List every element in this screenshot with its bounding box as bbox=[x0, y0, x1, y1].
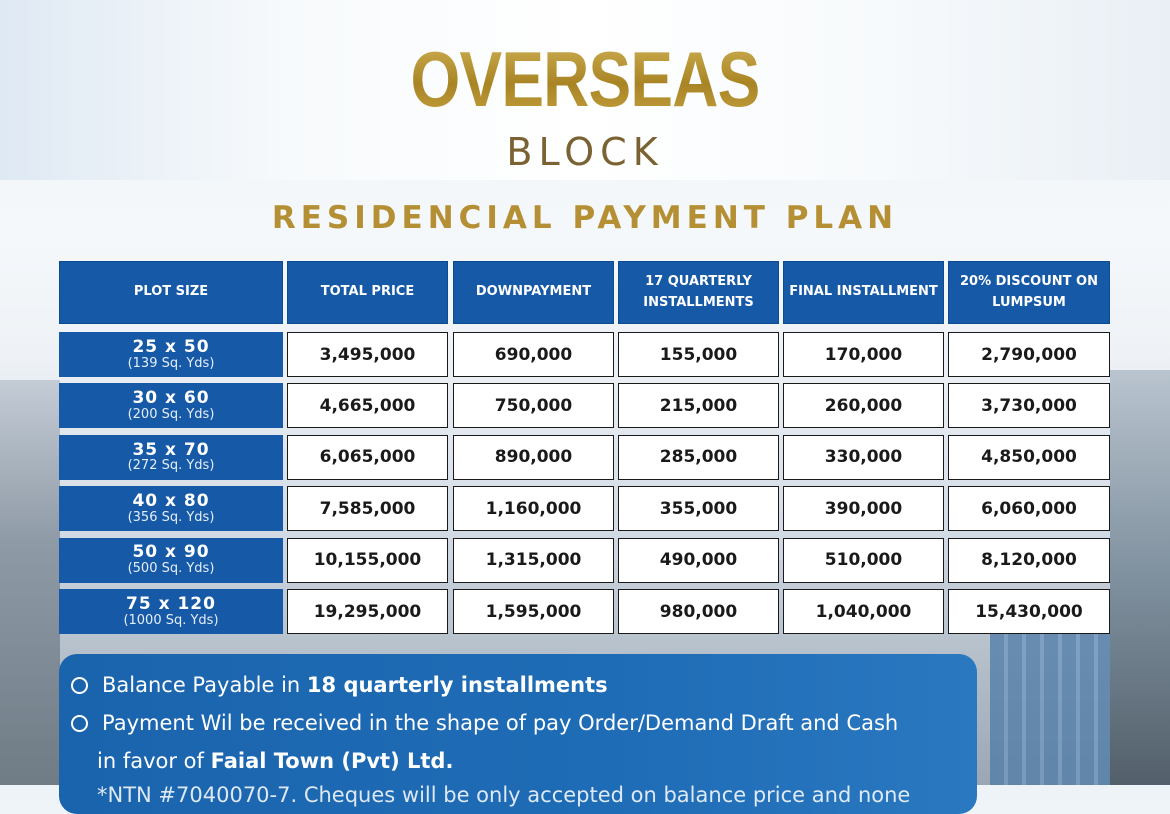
plot-area-sqyds: (139 Sq. Yds) bbox=[127, 355, 215, 371]
page-title: OVERSEAS bbox=[105, 34, 1064, 125]
plot-size: 40 x 80 bbox=[132, 490, 210, 511]
price-cell-total: 3,495,000 bbox=[287, 332, 448, 377]
plot-size-cell bbox=[59, 383, 283, 428]
circle-bullet-icon bbox=[71, 715, 88, 732]
page-subtitle: BLOCK bbox=[506, 130, 664, 174]
plot-size: 75 x 120 bbox=[126, 593, 216, 614]
plot-size-cell bbox=[59, 486, 283, 531]
note-partial: *NTN #7040070-7. Cheques will be only accepted on balance price and none bbox=[97, 783, 911, 807]
plot-area-sqyds: (500 Sq. Yds) bbox=[127, 561, 215, 577]
circle-bullet-icon bbox=[71, 677, 88, 694]
price-cell-quarterly: 355,000 bbox=[618, 486, 779, 531]
price-cell-final: 330,000 bbox=[783, 435, 944, 480]
plot-size-cell bbox=[59, 435, 283, 480]
price-cell-quarterly: 285,000 bbox=[618, 435, 779, 480]
header-final-installment: FINAL INSTALLMENT bbox=[783, 261, 944, 324]
plot-size: 25 x 50 bbox=[132, 336, 210, 357]
price-cell-down: 1,595,000 bbox=[453, 589, 614, 634]
price-cell-lumpsum: 15,430,000 bbox=[948, 589, 1110, 634]
plot-size-cell bbox=[59, 538, 283, 583]
price-cell-total: 4,665,000 bbox=[287, 383, 448, 428]
price-cell-quarterly: 980,000 bbox=[618, 589, 779, 634]
plot-size: 35 x 70 bbox=[132, 439, 210, 460]
price-cell-total: 7,585,000 bbox=[287, 486, 448, 531]
price-cell-final: 510,000 bbox=[783, 538, 944, 583]
background-building-left bbox=[0, 380, 60, 785]
header-lumpsum-discount: 20% DISCOUNT ON LUMPSUM bbox=[948, 261, 1110, 324]
plot-area-sqyds: (356 Sq. Yds) bbox=[127, 509, 215, 525]
header-quarterly-installments: 17 QUARTERLY INSTALLMENTS bbox=[618, 261, 779, 324]
notes-panel bbox=[59, 654, 977, 814]
note-text: Balance Payable in 18 quarterly installments bbox=[102, 673, 608, 697]
price-cell-lumpsum: 2,790,000 bbox=[948, 332, 1110, 377]
price-cell-quarterly: 215,000 bbox=[618, 383, 779, 428]
note-item bbox=[71, 706, 977, 740]
price-cell-final: 170,000 bbox=[783, 332, 944, 377]
price-cell-final: 260,000 bbox=[783, 383, 944, 428]
plot-size-cell bbox=[59, 589, 283, 634]
price-cell-lumpsum: 8,120,000 bbox=[948, 538, 1110, 583]
header-downpayment: DOWNPAYMENT bbox=[453, 261, 614, 324]
price-cell-final: 390,000 bbox=[783, 486, 944, 531]
price-cell-down: 1,160,000 bbox=[453, 486, 614, 531]
plan-title: RESIDENCIAL PAYMENT PLAN bbox=[271, 200, 899, 236]
plot-area-sqyds: (200 Sq. Yds) bbox=[127, 406, 215, 422]
price-cell-total: 10,155,000 bbox=[287, 538, 448, 583]
background-building-right bbox=[1110, 370, 1170, 785]
price-cell-lumpsum: 6,060,000 bbox=[948, 486, 1110, 531]
note-continuation: in favor of Faial Town (Pvt) Ltd. bbox=[97, 749, 454, 773]
plot-area-sqyds: (272 Sq. Yds) bbox=[127, 458, 215, 474]
note-text: Payment Wil be received in the shape of pay Order/Demand Draft and Cash bbox=[102, 711, 899, 735]
price-cell-lumpsum: 3,730,000 bbox=[948, 383, 1110, 428]
price-cell-total: 19,295,000 bbox=[287, 589, 448, 634]
price-cell-quarterly: 490,000 bbox=[618, 538, 779, 583]
plot-area-sqyds: (1000 Sq. Yds) bbox=[123, 612, 219, 628]
price-cell-down: 890,000 bbox=[453, 435, 614, 480]
price-cell-down: 750,000 bbox=[453, 383, 614, 428]
price-cell-down: 690,000 bbox=[453, 332, 614, 377]
price-cell-final: 1,040,000 bbox=[783, 589, 944, 634]
background-glass-tower bbox=[990, 620, 1110, 785]
plot-size-cell bbox=[59, 332, 283, 377]
plot-size: 30 x 60 bbox=[132, 388, 210, 409]
price-cell-lumpsum: 4,850,000 bbox=[948, 435, 1110, 480]
price-cell-quarterly: 155,000 bbox=[618, 332, 779, 377]
price-cell-down: 1,315,000 bbox=[453, 538, 614, 583]
note-item bbox=[71, 668, 977, 702]
header-plot-size: PLOT SIZE bbox=[59, 261, 283, 324]
header-total-price: TOTAL PRICE bbox=[287, 261, 448, 324]
plot-size: 50 x 90 bbox=[132, 542, 210, 563]
price-cell-total: 6,065,000 bbox=[287, 435, 448, 480]
